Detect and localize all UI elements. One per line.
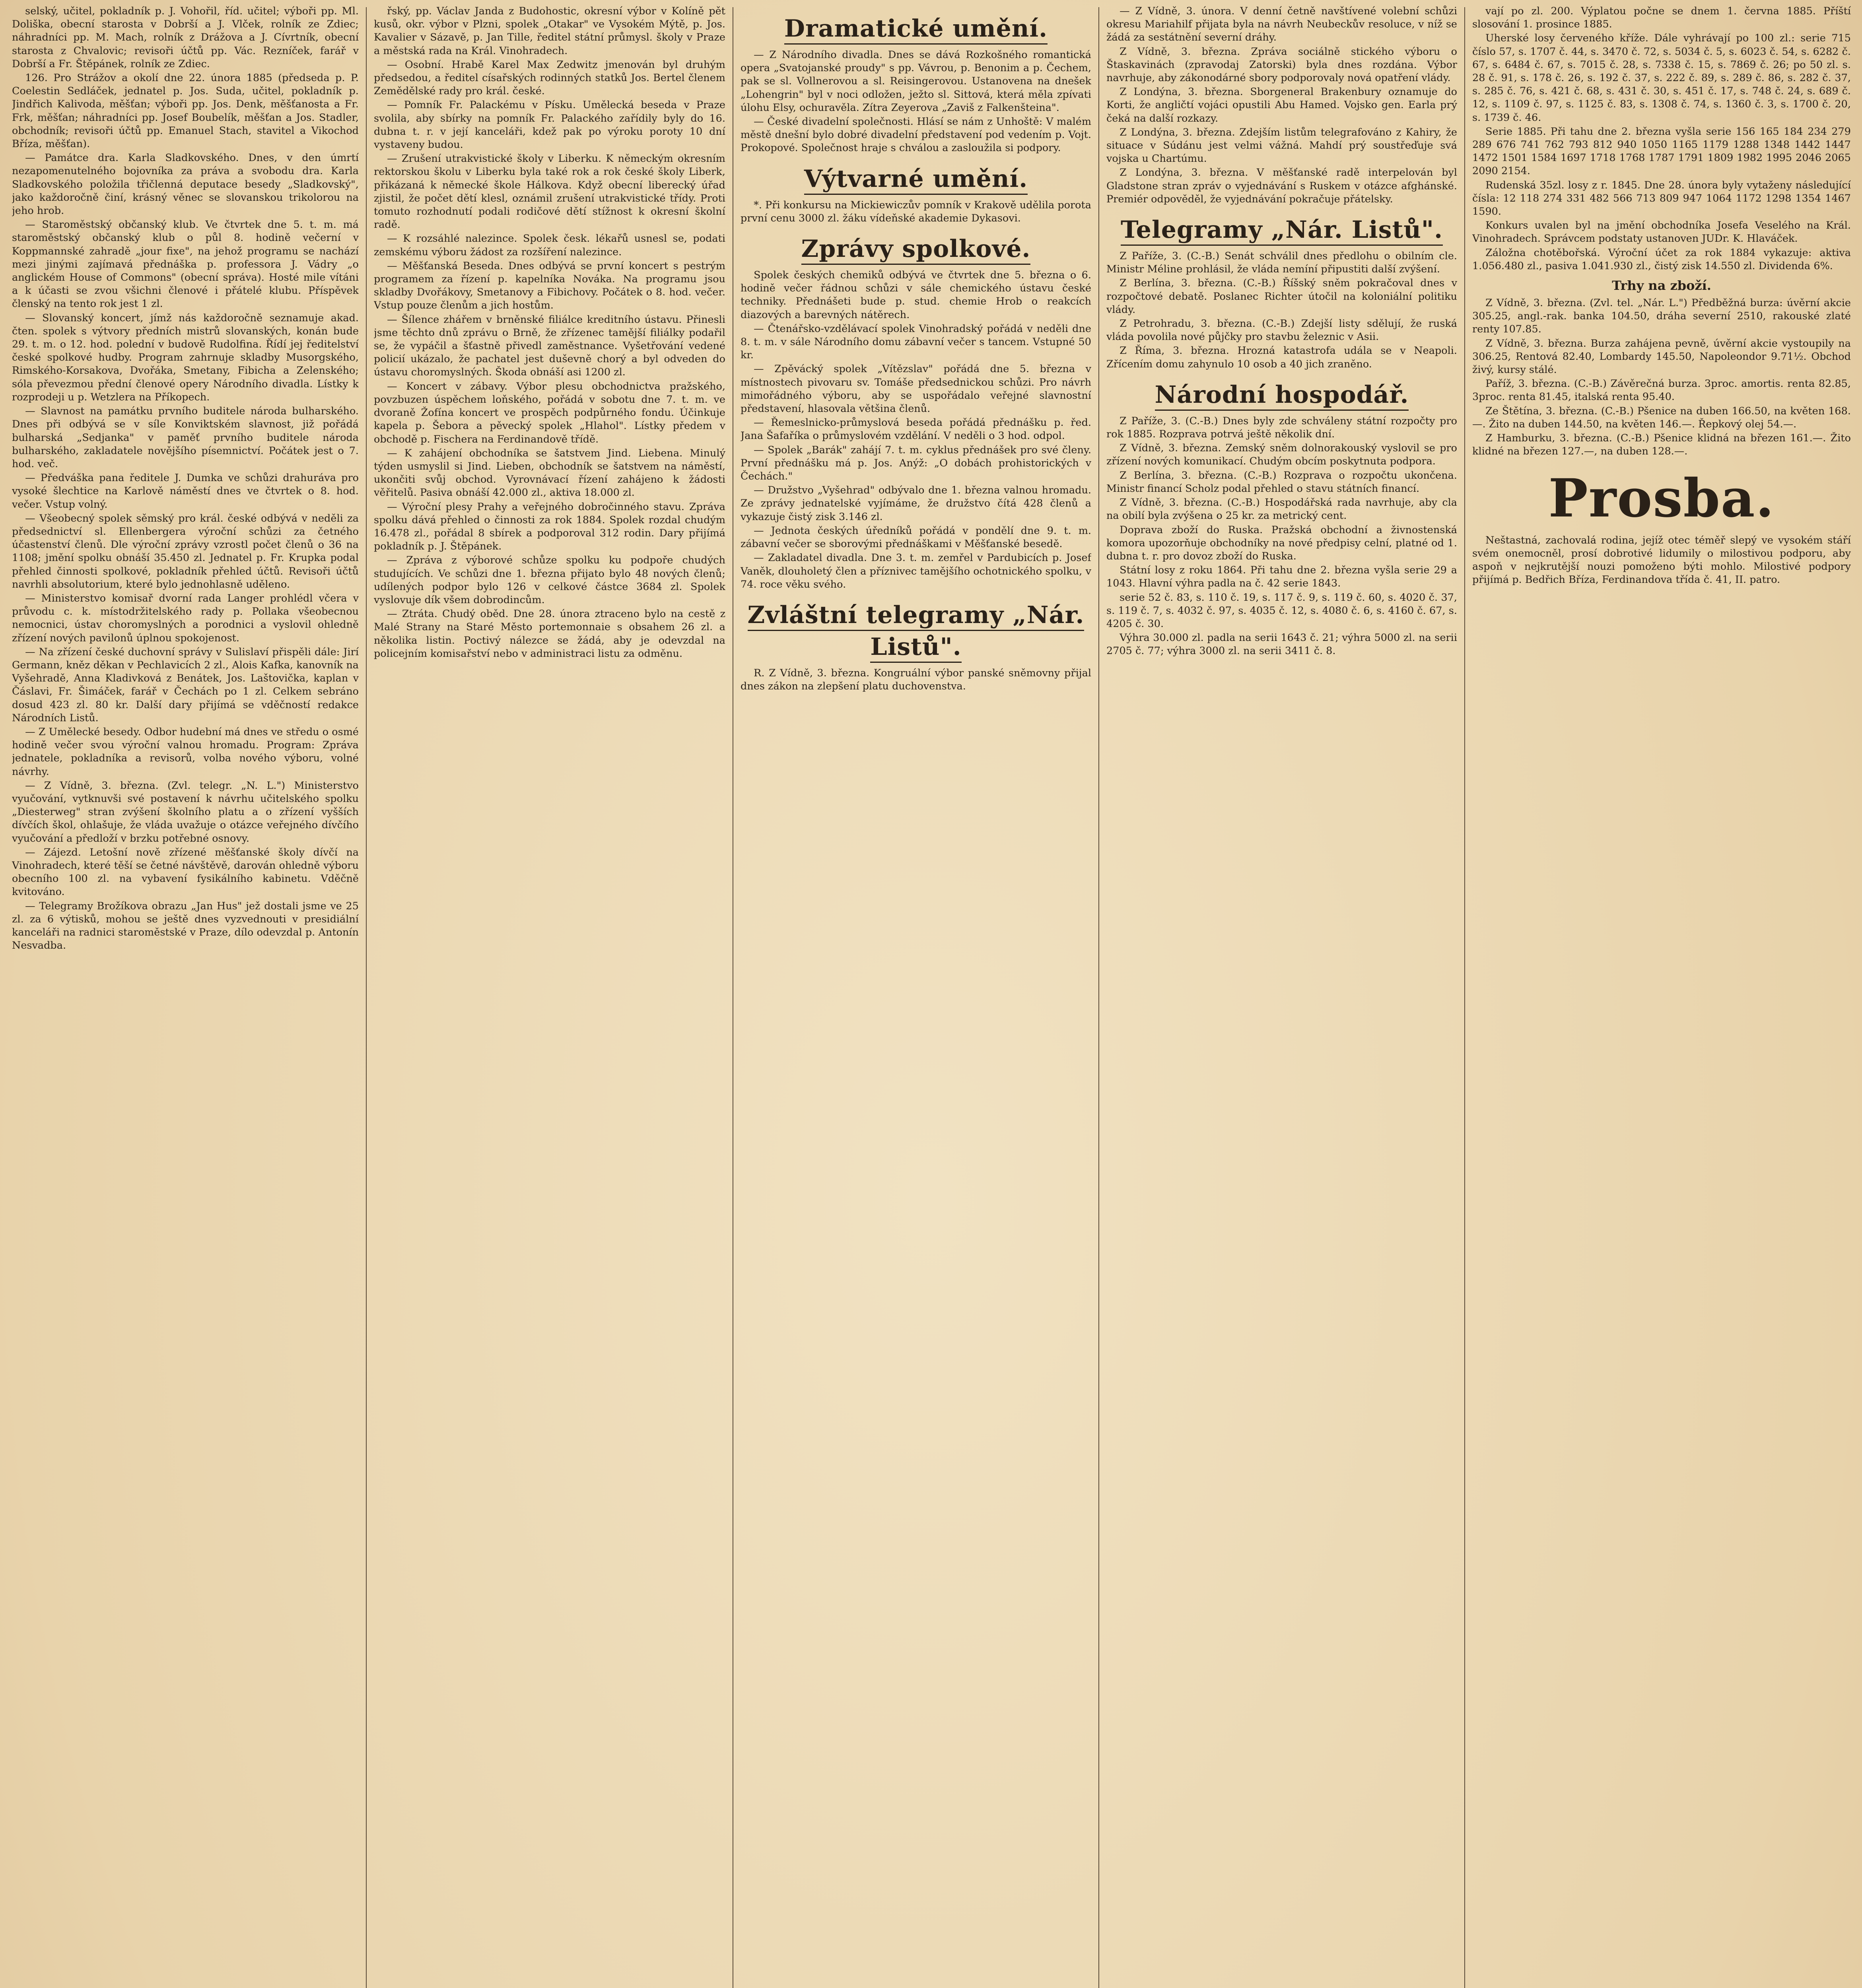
article-paragraph: — Měšťanská Beseda. Dnes odbývá se první koncert s pestrým programem za řízení p. kapelníka Nováka. Na programu jsou skladby Dvořákovy, Smetanovy a Fibichovy. Počátek o 8. hod. večer. Vstup pouze členům a jich hostům. [374,260,725,312]
article-paragraph: Z Berlína, 3. března. (C.-B.) Říšský sněm pokračoval dnes v rozpočtové debatě. Poslanec Richter útočil na koloniální politiku vlády. [1106,277,1457,316]
column-1 [12,5,359,1988]
article-paragraph: — Pomník Fr. Palackému v Písku. Umělecká beseda v Praze svolila, aby sbírky na pomník Fr. Palackého zařídily byly do 16. dubna t. r. v její kanceláři, kdež pak po výroku poroty 10 dní vystaveny budou. [374,99,725,151]
article-paragraph: řský, pp. Václav Janda z Budohostic, okresní výbor v Kolíně pět kusů, okr. výbor v Plzni, spolek „Otakar" ve Vysokém Mýtě, p. Jos. Kavalier v Sázavě, p. Jan Tille, ředitel státní průmysl. školy v Praze a městská rada na Král. Vinohradech. [374,5,725,57]
article-paragraph: — Čtenářsko-vzdělávací spolek Vinohradský pořádá v neděli dne 8. t. m. v sále Národního domu zábavní večer s tancem. Vstupné 50 kr. [741,322,1091,361]
article-paragraph: — Jednota českých úředníků pořádá v pondělí dne 9. t. m. zábavní večer se sborovými přednáškami v Měšťanské besedě. [741,524,1091,550]
article-paragraph: Uherské losy červeného kříže. Dále vyhrávají po 100 zl.: serie 715 číslo 57, s. 1707 č. 44, s. 3470 č. 72, s. 5034 č. 5, s. 6023 č. 54, s. 6282 č. 67, s. 6484 č. 67, s. 7015 č. 28, s. 7338 č. 15, s. 7869 č. 26; po 50 zl. s. 28 č. 91, s. 178 č. 26, s. 192 č. 37, s. 222 č. 89, s. 289 č. 86, s. 282 č. 37, s. 285 č. 76, s. 421 č. 68, s. 431 č. 30, s. 451 č. 17, s. 748 č. 24, s. 689 č. 12, s. 1109 č. 97, s. 1125 č. 83, s. 1308 č. 74, s. 1360 č. 3, s. 1700 č. 20, s. 1739 č. 46. [1472,32,1851,124]
article-paragraph: — Telegramy Brožíkova obrazu „Jan Hus" jež dostali jsme ve 25 zl. za 6 výtisků, mohou se ještě dnes vyzvednouti v presidiální kanceláři na radnici staroměstské v Praze, dílo odevzdal p. Antonín Nesvadba. [12,900,359,952]
column-rule [366,7,367,1988]
article-paragraph: — Ztráta. Chudý oběd. Dne 28. února ztraceno bylo na cestě z Malé Strany na Staré Město portemonnaie s obsahem 26 zl. a několika listin. Poctivý nálezce se žádá, aby je odevzdal na policejním komisařství nebo v administraci listu za odměnu. [374,608,725,660]
article-paragraph: — Na zřízení české duchovní správy v Sulislaví přispěli dále: Jirí Germann, kněz děkan v Pechlavicích 2 zl., Alois Kafka, kanovník na Vyšehradě, Anna Kladivková z Benátek, Jos. Laštovička, kaplan v Čáslavi, Fr. Šimáček, farář v Čechách po 1 zl. Celkem sebráno dosud 423 zl. 80 kr. Další dary přijímá se vděčností redakce Národních Listů. [12,646,359,724]
column-rule [1464,7,1465,1988]
section-heading-dramatic-art: Dramatické umění. [741,13,1091,45]
article-paragraph: Z Vídně, 3. března. Burza zahájena pevně, úvěrní akcie vystoupily na 306.25, Rentová 82.40, Lombardy 145.50, Napoleondor 9.71½. Obchod živý, kursy stálé. [1472,337,1851,376]
article-paragraph: — Zájezd. Letošní nově zřízené měšťanské školy dívčí na Vinohradech, které těší se četné návštěvě, darován ohledně výboru obecního 100 zl. na vybavení fysikálního kabinetu. Vděčně kvitováno. [12,846,359,898]
article-paragraph: — Řemeslnicko-průmyslová beseda pořádá přednášku p. řed. Jana Šafaříka o průmyslovém vzdělání. V neděli o 3 hod. odpol. [741,417,1091,442]
article-paragraph: Ze Štětína, 3. března. (C.-B.) Pšenice na duben 166.50, na květen 168.—. Žito na duben 144.50, na květen 146.—. Řepkový olej 54.—. [1472,405,1851,430]
article-paragraph: Z Londýna, 3. března. Zdejším listům telegrafováno z Kahiry, že situace v Súdánu jest velmi vážná. Mahdí prý soustřeďuje svá vojska u Chartúmu. [1106,126,1457,165]
article-paragraph: Konkurs uvalen byl na jmění obchodníka Josefa Veselého na Král. Vinohradech. Správcem podstaty ustanoven JUDr. K. Hlaváček. [1472,219,1851,245]
article-paragraph: — Družstvo „Vyšehrad" odbývalo dne 1. března valnou hromadu. Ze zprávy jednatelské vyjímáme, že družstvo čítá 428 členů a vykazuje čistý zisk 3.146 zl. [741,484,1091,523]
article-paragraph: — Ministerstvo komisař dvorní rada Langer prohlédl včera v průvodu c. k. místodržitelského rady p. Pollaka všeobecnou nemocnici, ústav choromyslných a porodnici a vyslovil ohledně zřízení nových pavilonů úplnou spokojenost. [12,592,359,644]
article-paragraph: — Slovanský koncert, jímž nás každoročně seznamuje akad. čten. spolek s výtvory předních mistrů slovanských, konán bude 29. t. m. o 12. hod. polední v budově Rudolfina. Řídí jej ředitelství české spolkové hudby. Program zahrnuje skladby Musorgského, Rimského-Korsakova, Dvořáka, Smetany, Fibicha a Zelenského; sóla převezmou přední členové opery Národního divadla. Lístky k rozprodeji u p. Wetzlera na Příkopech. [12,312,359,403]
article-paragraph: — Zpráva z výborové schůze spolku ku podpoře chudých studujících. Ve schůzi dne 1. března přijato bylo 48 nových členů; udílených podpor bylo 126 v celkové částce 3684 zl. Spolek vyslovuje dík všem dobrodincům. [374,554,725,606]
article-paragraph: Z Berlína, 3. března. (C.-B.) Rozprava o rozpočtu ukončena. Ministr financí Scholz podal přehled o stavu státních financí. [1106,469,1457,495]
article-paragraph: — Zakladatel divadla. Dne 3. t. m. zemřel v Pardubicích p. Josef Vaněk, dlouholetý člen a příznivec tamějšího ochotnického spolku, v 74. roce věku svého. [741,552,1091,590]
article-paragraph: — K rozsáhlé nalezince. Spolek česk. lékařů usnesl se, podati zemskému výboru žádost za rozšíření nalezince. [374,233,725,258]
article-paragraph: — Zpěvácký spolek „Vítězslav" pořádá dne 5. března v místnostech pivovaru sv. Tomáše předsednickou schůzi. Pro návrh mimořádného výboru, aby se uspořádalo veřejné slavnostní představení, hlasovala většina členů. [741,363,1091,415]
article-paragraph: Záložna chotěbořská. Výroční účet za rok 1884 vykazuje: aktiva 1.056.480 zl., pasiva 1.041.930 zl., čistý zisk 14.550 zl. Dividenda 6%. [1472,247,1851,272]
article-paragraph: R. Z Vídně, 3. března. Kongruální výbor panské sněmovny přijal dnes zákon na zlepšení platu duchovenstva. [741,667,1091,693]
article-paragraph: selský, učitel, pokladník p. J. Vohořil, říd. učitel; výboři pp. Ml. Doliška, obecní starosta v Dobrší a J. Vlček, rolník ze Zdiec; náhradníci pp. M. Mach, rolník z Drážova a J. Cívrtník, obecní starosta z Chvalovic; revisoři účtů pp. Vác. Rezníček, farář v Dobrší a Fr. Štěpánek, rolník ze Zdiec. [12,5,359,70]
column-3 [741,5,1091,1988]
article-paragraph: — Z Umělecké besedy. Odbor hudební má dnes ve středu o osmé hodině večer svou výroční valnou hromadu. Program: Zpráva jednatele, pokladníka a revisorů, volba nového výboru, volné návrhy. [12,726,359,778]
article-paragraph: Doprava zboží do Ruska. Pražská obchodní a živnostenská komora upozorňuje obchodníky na nové předpisy celní, platné od 1. dubna t. r. pro dovoz zboží do Ruska. [1106,524,1457,562]
article-paragraph: Z Říma, 3. března. Hrozná katastrofa udála se v Neapoli. Zřícením domu zahynulo 10 osob a 40 jich zraněno. [1106,345,1457,370]
column-2 [374,5,725,1988]
column-4 [1106,5,1457,1988]
article-paragraph: *. Při konkursu na Mickiewiczův pomník v Krakově udělila porota první cenu 3000 zl. žáku vídeňské akademie Dykasovi. [741,199,1091,224]
article-paragraph: Paříž, 3. března. (C.-B.) Závěrečná burza. 3proc. amortis. renta 82.85, 3proc. renta 81.45, italská renta 95.40. [1472,378,1851,403]
section-heading-telegrams: Telegramy „Nár. Listů". [1106,214,1457,246]
article-paragraph: Z Petrohradu, 3. března. (C.-B.) Zdejší listy sdělují, že ruská vláda povolila nové půjčky pro stavbu železnic v Asii. [1106,318,1457,343]
section-heading-appeal: Prosba. [1548,467,1775,529]
article-paragraph: — Slavnost na památku prvního buditele národa bulharského. Dnes při odbývá se v síle Konviktském slavnost, již pořádá bulharská „Sedjanka" v paměť prvního buditele národa bulharského, zakladatele novějšího písemnictví. Počátek jest o 7. hod. več. [12,405,359,470]
article-paragraph: Z Paříže, 3. (C.-B.) Dnes byly zde schváleny státní rozpočty pro rok 1885. Rozprava potrvá ještě několik dní. [1106,415,1457,441]
article-paragraph: Z Hamburku, 3. března. (C.-B.) Pšenice klidná na březen 161.—. Žito klidné na březen 127.—, na duben 128.—. [1472,432,1851,458]
section-heading-national-economy: Národní hospodář. [1106,379,1457,411]
article-paragraph: vají po zl. 200. Výplatou počne se dnem 1. června 1885. Příští slosování 1. prosince 1885. [1472,5,1851,31]
article-paragraph: — K zahájení obchodníka se šatstvem Jind. Liebena. Minulý týden usmyslil si Jind. Lieben, obchodník se šatstvem na náměstí, ukončiti svůj obchod. Vyrovnávací řízení zahájeno k žádosti věřitelů. Pasiva obnáší 42.000 zl., aktiva 18.000 zl. [374,447,725,499]
article-paragraph: — Osobní. Hrabě Karel Max Zedwitz jmenován byl druhým předsedou, a ředitel císařských rodinných statků Jos. Bertel členem Zemědělské rady pro král. české. [374,58,725,97]
article-paragraph: — Šílence zhářem v brněnské filiálce kreditního ústavu. Přinesli jsme těchto dnů zprávu o Brně, že zřízenec tamější filiálky podařil se, že vypáčil a šťastně přivedl zaměstnance. Vyšetřování vedené policií ukázalo, že pachatel jest duševně chorý a byl odveden do ústavu choromyslných. Škoda obnáší asi 1200 zl. [374,313,725,379]
article-paragraph: Z Londýna, 3. března. Sborgeneral Brakenbury oznamuje do Korti, že angličtí vojáci opustili Abu Hamed. Vojsko gen. Earla prý čeká na další rozkazy. [1106,86,1457,124]
section-heading-visual-art: Výtvarné umění. [741,163,1091,195]
article-paragraph: Z Vídně, 3. března. Zpráva sociálně stického výboru o Štaskavinách (zpravodaj Zatorski) byla dnes rozdána. Výbor navrhuje, aby zákonodárné sbory podporovaly nová opatření vlády. [1106,45,1457,84]
section-heading-society-news: Zprávy spolkové. [741,233,1091,265]
article-paragraph: — Staroměstský občanský klub. Ve čtvrtek dne 5. t. m. má staroměstský občanský klub o půl 8. hodině večerní v Koppmannské zahradě „jour fixe", na jehož programu se nachází mezi jinými zajímavá přednáška p. professora J. Vádry „o anglickém House of Commons" (obecní správa). Hosté mile vítáni a k účasti se zvou všichni členové i přátelé klubu. Příspěvek členský na tento rok jest 1 zl. [12,219,359,310]
article-paragraph: Z Paříže, 3. (C.-B.) Senát schválil dnes předlohu o obilním cle. Ministr Méline prohlásil, že vláda nemíní připustiti další zvýšení. [1106,250,1457,276]
article-paragraph: — Předváška pana ředitele J. Dumka ve schůzi drahuráva pro vysoké šlechtice na Karlově náměstí dnes ve čtvrtek o 8. hod. večer. Vstup volný. [12,472,359,511]
section-heading-commodity-markets: Trhy na zboží. [1612,278,1711,293]
article-paragraph: — Památce dra. Karla Sladkovského. Dnes, v den úmrtí nezapomenutelného bojovníka za práva a svobodu dra. Karla Sladkovského položila třičlenná deputace besedy „Sladkovský", jako každoročně činí, krásný věnec se slovanskou trikolorou na jeho hrob. [12,152,359,217]
article-paragraph: — Zrušení utrakvistické školy v Liberku. K německým okresním rektorskou školu v Liberku byla také rok a rok české školy Liberk, přikázaná k německé škole Hálkova. Když obecní liberecký úřad zjistil, že počet dětí klesl, oznámil zrušení utrakvistické třídy. Proti tomuto rozhodnutí podali rodičové dětí stížnost k okresní školní radě. [374,153,725,231]
article-paragraph: Z Vídně, 3. března. Zemský sněm dolnorakouský vyslovil se pro zřízení nových komunikací. Chudým obcím poskytnuta podpora. [1106,442,1457,468]
article-paragraph: — Výroční plesy Prahy a veřejného dobročinného stavu. Zpráva spolku dává přehled o činnosti za rok 1884. Spolek rozdal chudým 16.478 zl., pořádal 8 sbírek a podporoval 312 rodin. Dary přijímá pokladník p. J. Štěpánek. [374,501,725,553]
article-paragraph: Serie 1885. Při tahu dne 2. března vyšla serie 156 165 184 234 279 289 676 741 762 793 812 940 1050 1165 1179 1288 1348 1442 1447 1472 1501 1584 1697 1718 1768 1787 1791 1809 1982 1995 2046 2065 2090 2154. [1472,125,1851,177]
article-paragraph: Spolek českých chemiků odbývá ve čtvrtek dne 5. března o 6. hodině večer řádnou schůzi v sále chemického ústavu české techniky. Přednášeti bude p. stud. chemie Hrob o reakcích diazových a barevných nátěrech. [741,269,1091,321]
article-paragraph: Z Vídně, 3. března. (Zvl. tel. „Nár. L.") Předběžná burza: úvěrní akcie 305.25, angl.-rak. banka 104.50, dráha severní 2510, rakouské zlaté renty 107.85. [1472,297,1851,336]
article-paragraph: Z Londýna, 3. března. V měšťanské radě interpelován byl Gladstone stran zpráv o vyjednávání s Ruskem v otázce afghánské. Premiér odpověděl, že vyjednávání pokračuje přátelsky. [1106,167,1457,205]
article-paragraph: Z Vídně, 3. března. (C.-B.) Hospodářská rada navrhuje, aby cla na obilí byla zvýšena o 25 kr. za metrický cent. [1106,497,1457,522]
article-paragraph: — Spolek „Barák" zahájí 7. t. m. cyklus přednášek pro své členy. První přednášku má p. Jos. Anýž: „O dobách prohistorických v Čechách." [741,444,1091,483]
article-paragraph: — Z Národního divadla. Dnes se dává Rozkošného romantická opera „Svatojanské proudy" s pp. Vávrou, p. Benonim a p. Čechem, pak se sl. Vollnerovou a sl. Reisingerovou. Ustanovena na dnešek „Lohengrin" byl v noci odložen, ježto sl. Sittová, která měla zpívati úlohu Elsy, ochuravěla. Zítra Zeyerova „Zaviš z Falkenšteina". [741,49,1091,114]
article-paragraph: — Všeobecný spolek sěmský pro král. české odbývá v neděli za předsednictví sl. Ellenbergera výroční schůzi za četného účastenství členů. Dle výroční zprávy vzrostl počet členů o 36 na 1108; jmění spolku obnáší 35.450 zl. Jednatel p. Fr. Krupka podal přehled činnosti spolkové, pokladník přehled účtů. Revisoři účtů navrhli absolutorium, které bylo jednohlasně uděleno. [12,512,359,590]
lottery-numbers: Výhra 30.000 zl. padla na serii 1643 č. 21; výhra 5000 zl. na serii 2705 č. 77; výhra 3000 zl. na serii 3411 č. 8. [1106,632,1457,657]
lottery-numbers: serie 52 č. 83, s. 110 č. 19, s. 117 č. 9, s. 119 č. 60, s. 4020 č. 37, s. 119 č. 7, s. 4032 č. 97, s. 4035 č. 12, s. 4080 č. 6, s. 4160 č. 67, s. 4205 č. 30. [1106,591,1457,630]
article-paragraph: — Koncert v zábavy. Výbor plesu obchodnictva pražského, povzbuzen úspěchem loňského, pořádá v sobotu dne 7. t. m. ve dvoraně Žofína koncert ve prospěch podpůrného fondu. Účinkuje kapela p. Šebora a pěvecký spolek „Hlahol". Lístky předem v obchodě p. Fischera na Ferdinandově třídě. [374,380,725,445]
appeal-text: Neštastná, zachovalá rodina, jejíž otec téměř slepý ve vysokém stáří svém onemocněl, prosí dobrotivé lidumily o milostivou podporu, aby aspoň v nejkrutější nouzi pomoženo býti mohlo. Milostivé podpory přijímá p. Bedřich Bříza, Ferdinandova třída č. 41, II. patro. [1472,534,1851,586]
article-paragraph: — Z Vídně, 3. února. V denní četně navštívené volební schůzi okresu Mariahilf přijata byla na návrh Neubeckův resoluce, v níž se žádá za sestátnění severní dráhy. [1106,5,1457,44]
article-paragraph: — Z Vídně, 3. března. (Zvl. telegr. „N. L.") Ministerstvo vyučování, vytknuvši své postavení k návrhu učitelského spolku „Diesterweg" stran zvýšení školního platu a o zřízení vyšších dívčích škol, ohlašuje, že vláda uvažuje o otázce veřejného dívčího vyučování a předloží v brzku potřebné osnovy. [12,779,359,845]
section-heading-special-telegrams: Zvláštní telegramy „Nár. Listů". [741,599,1091,663]
column-5 [1472,5,1851,1988]
article-paragraph: — České divadelní společnosti. Hlásí se nám z Unhoště: V malém městě dnešní bylo dobré divadelní představení pod vedením p. Vojt. Prokopové. Společnost hraje s chválou a zasloužila si podpory. [741,116,1091,154]
article-paragraph: Státní losy z roku 1864. Při tahu dne 2. března vyšla serie 29 a 1043. Hlavní výhra padla na č. 42 serie 1843. [1106,564,1457,590]
column-rule [1098,7,1099,1988]
article-paragraph: Rudenská 35zl. losy z r. 1845. Dne 28. února byly vytaženy následující čísla: 12 118 274 331 482 566 713 809 947 1064 1172 1298 1354 1467 1590. [1472,179,1851,218]
article-paragraph: 126. Pro Strážov a okolí dne 22. února 1885 (předseda p. P. Coelestin Sedláček, jednatel p. Jos. Suda, učitel, pokladník p. Jindřich Kalivoda, měšťan; výboři pp. Jos. Denk, měšťanosta a Fr. Frk, měšťan; náhradníci pp. Josef Boubelík, měšťan a Jos. Stadler, obchodník; revisoři účtů pp. Emanuel Stach, stavitel a Vikochod Bříza, měšťan). [12,72,359,150]
